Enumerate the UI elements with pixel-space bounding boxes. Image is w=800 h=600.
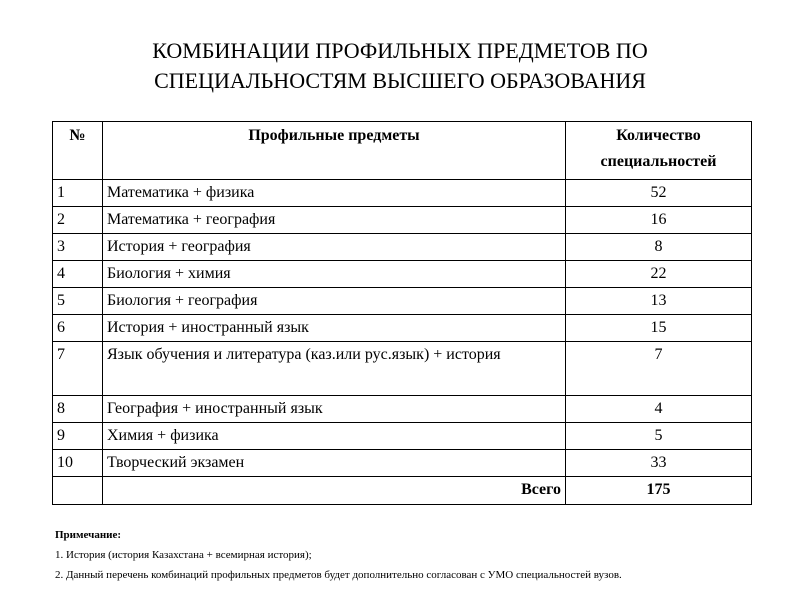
row-subjects: Биология + география <box>103 288 566 315</box>
row-subjects: Творческий экзамен <box>103 450 566 477</box>
row-subjects: История + география <box>103 234 566 261</box>
row-num: 9 <box>53 423 103 450</box>
row-count: 33 <box>566 450 752 477</box>
row-num: 7 <box>53 342 103 396</box>
header-count <box>566 122 752 180</box>
total-value: 175 <box>566 477 752 505</box>
row-subjects: Язык обучения и литература (каз.или рус.язык) + история <box>103 342 566 396</box>
row-subjects: История + иностранный язык <box>103 315 566 342</box>
table-row <box>53 261 752 288</box>
row-count: 13 <box>566 288 752 315</box>
row-subjects: Химия + физика <box>103 423 566 450</box>
row-count: 8 <box>566 234 752 261</box>
table-row <box>53 180 752 207</box>
row-subjects: Биология + химия <box>103 261 566 288</box>
row-count: 7 <box>566 342 752 396</box>
subjects-table <box>52 121 752 505</box>
row-num: 8 <box>53 396 103 423</box>
table-row <box>53 342 752 396</box>
row-num: 3 <box>53 234 103 261</box>
row-count: 16 <box>566 207 752 234</box>
row-subjects: География + иностранный язык <box>103 396 566 423</box>
table-row <box>53 288 752 315</box>
row-num: 5 <box>53 288 103 315</box>
header-count-line-2: специальностей <box>600 153 717 170</box>
row-count: 5 <box>566 423 752 450</box>
header-subjects: Профильные предметы <box>103 122 566 180</box>
table-row <box>53 450 752 477</box>
header-num: № <box>53 122 103 180</box>
table-row <box>53 396 752 423</box>
row-count: 4 <box>566 396 752 423</box>
footnote-item-1: 1. История (история Казахстана + всемирная история); <box>55 549 312 561</box>
row-num: 2 <box>53 207 103 234</box>
table-row <box>53 423 752 450</box>
table-row <box>53 315 752 342</box>
footnote-item-2: 2. Данный перечень комбинаций профильных предметов будет дополнительно согласован с УМО специальностей вузов. <box>55 569 622 581</box>
row-num: 1 <box>53 180 103 207</box>
table-row <box>53 234 752 261</box>
row-count: 22 <box>566 261 752 288</box>
row-num: 6 <box>53 315 103 342</box>
row-subjects: Математика + география <box>103 207 566 234</box>
row-count: 52 <box>566 180 752 207</box>
row-num: 10 <box>53 450 103 477</box>
row-count: 15 <box>566 315 752 342</box>
row-subjects: Математика + физика <box>103 180 566 207</box>
title-line-1: КОМБИНАЦИИ ПРОФИЛЬНЫХ ПРЕДМЕТОВ ПО <box>152 38 648 63</box>
table-header-row <box>53 122 752 180</box>
page-title <box>0 36 800 96</box>
total-label: Всего <box>103 477 566 505</box>
footnote-title: Примечание: <box>55 529 122 541</box>
table-total-row <box>53 477 752 505</box>
header-count-line-1: Количество <box>616 127 701 144</box>
total-empty-cell <box>53 477 103 505</box>
footnote <box>55 525 775 585</box>
table-row <box>53 207 752 234</box>
title-line-2: СПЕЦИАЛЬНОСТЯМ ВЫСШЕГО ОБРАЗОВАНИЯ <box>154 68 646 93</box>
row-num: 4 <box>53 261 103 288</box>
